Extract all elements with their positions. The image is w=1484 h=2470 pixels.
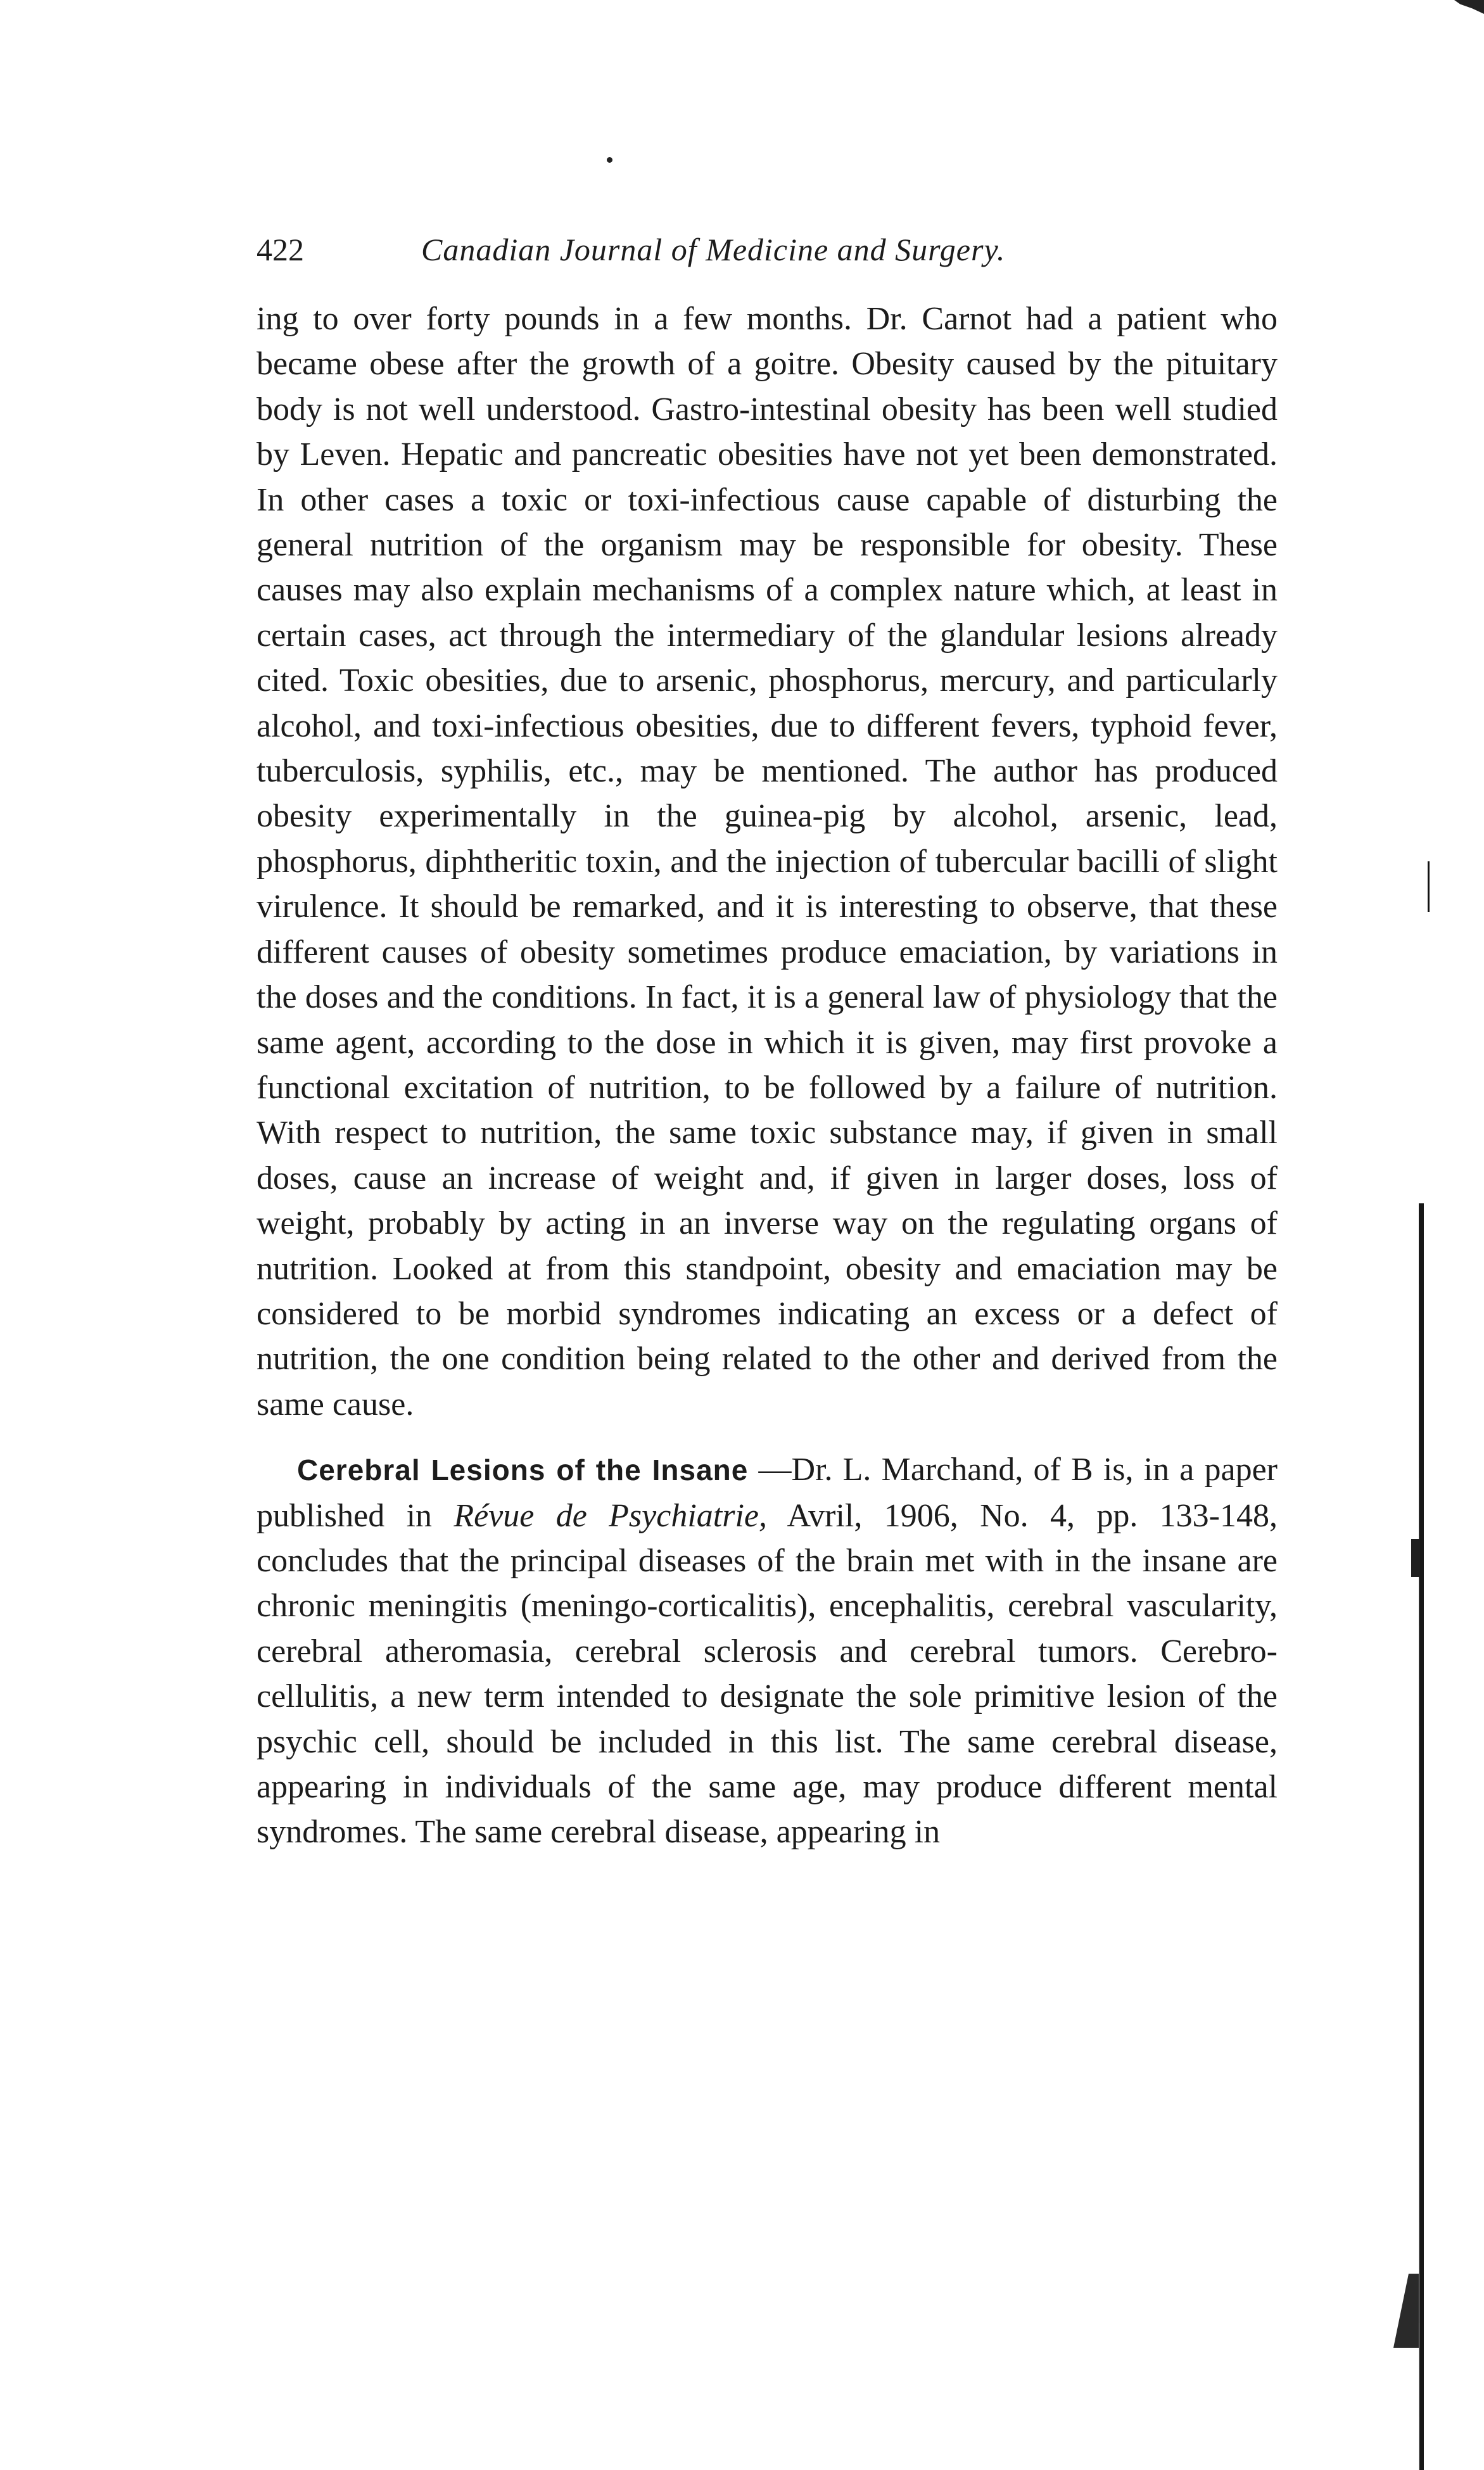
running-title: Canadian Journal of Medicine and Surgery. <box>421 232 1006 267</box>
binding-edge-mark <box>1428 861 1430 912</box>
paragraph-obesity: ing to over forty pounds in a few months. Dr. Carnot had a patient who became obese after the growth of a goitre. Obesity caused by the pituitary body is not well understood. Gastro-intestinal obesity has been well studied by Leven. Hepatic and pancreatic obesities have not yet been demonstrated. In other cases a toxic or toxi-infectious cause capable of disturbing the general nutrition of the organism may be responsible for obesity. These causes may also explain mechanisms of a complex nature which, at least in certain cases, act through the intermediary of the glandular lesions already cited. Toxic obesities, due to arsenic, phosphorus, mercury, and particularly alcohol, and toxi-infectious obesities, due to different fevers, typhoid fever, tuberculosis, syphilis, etc., may be mentioned. The author has produced obesity experimentally in the guinea-pig by alcohol, arsenic, lead, phosphorus, diphtheritic toxin, and the injection of tubercular bacilli of slight virulence. It should be remarked, and it is interesting to observe, that these different causes of obesity sometimes produce emaciation, by variations in the doses and the conditions. In fact, it is a general law of physiology that the same agent, according to the dose in which it is given, may first provoke a functional excitation of nutrition, to be followed by a failure of nutrition. With respect to nutrition, the same toxic substance may, if given in small doses, cause an increase of weight and, if given in larger doses, loss of weight, probably by acting in an inverse way on the regulating organs of nutrition. Looked at from this standpoint, obesity and emaciation may be considered to be morbid syndromes indicating an excess or a defect of nutrition, the one condition being related to the other and derived from the same cause. <box>257 301 1278 1422</box>
binding-edge-mark <box>1393 2274 1419 2348</box>
binding-edge-mark <box>1411 1539 1420 1577</box>
page-number: 422 <box>257 232 304 267</box>
paragraph-cerebral-lesions <box>257 1447 1278 1855</box>
binding-edge-mark <box>1419 1203 1424 2470</box>
body-text <box>257 296 1278 1855</box>
scan-speck-top <box>607 157 612 163</box>
page-header <box>257 231 1264 282</box>
paragraph-text-part: Avril, 1906, No. 4, pp. 133-148, concludes that the principal diseases of the brain met with in the insane are chronic meningitis (meningo-corticalitis), encephalitis, cerebral vascularity, cerebral atheromasia, cerebral sclerosis and cerebral tumors. Cerebro-cellulitis, a new term intended to designate the sole primitive lesion of the psychic cell, should be included in this list. The same cerebral disease, appearing in individuals of the same age, may produce different mental syndromes. The same cerebral disease, appearing in <box>257 1497 1278 1851</box>
section-runin-title: Cerebral Lesions of the Insane <box>297 1454 749 1487</box>
scan-corner-mark <box>1454 0 1484 14</box>
paragraph-text-part: —Dr. L. Marchand, of B is, in a paper published in <box>257 1452 1278 1534</box>
journal-title: Révue de Psychiatrie, <box>453 1497 767 1534</box>
